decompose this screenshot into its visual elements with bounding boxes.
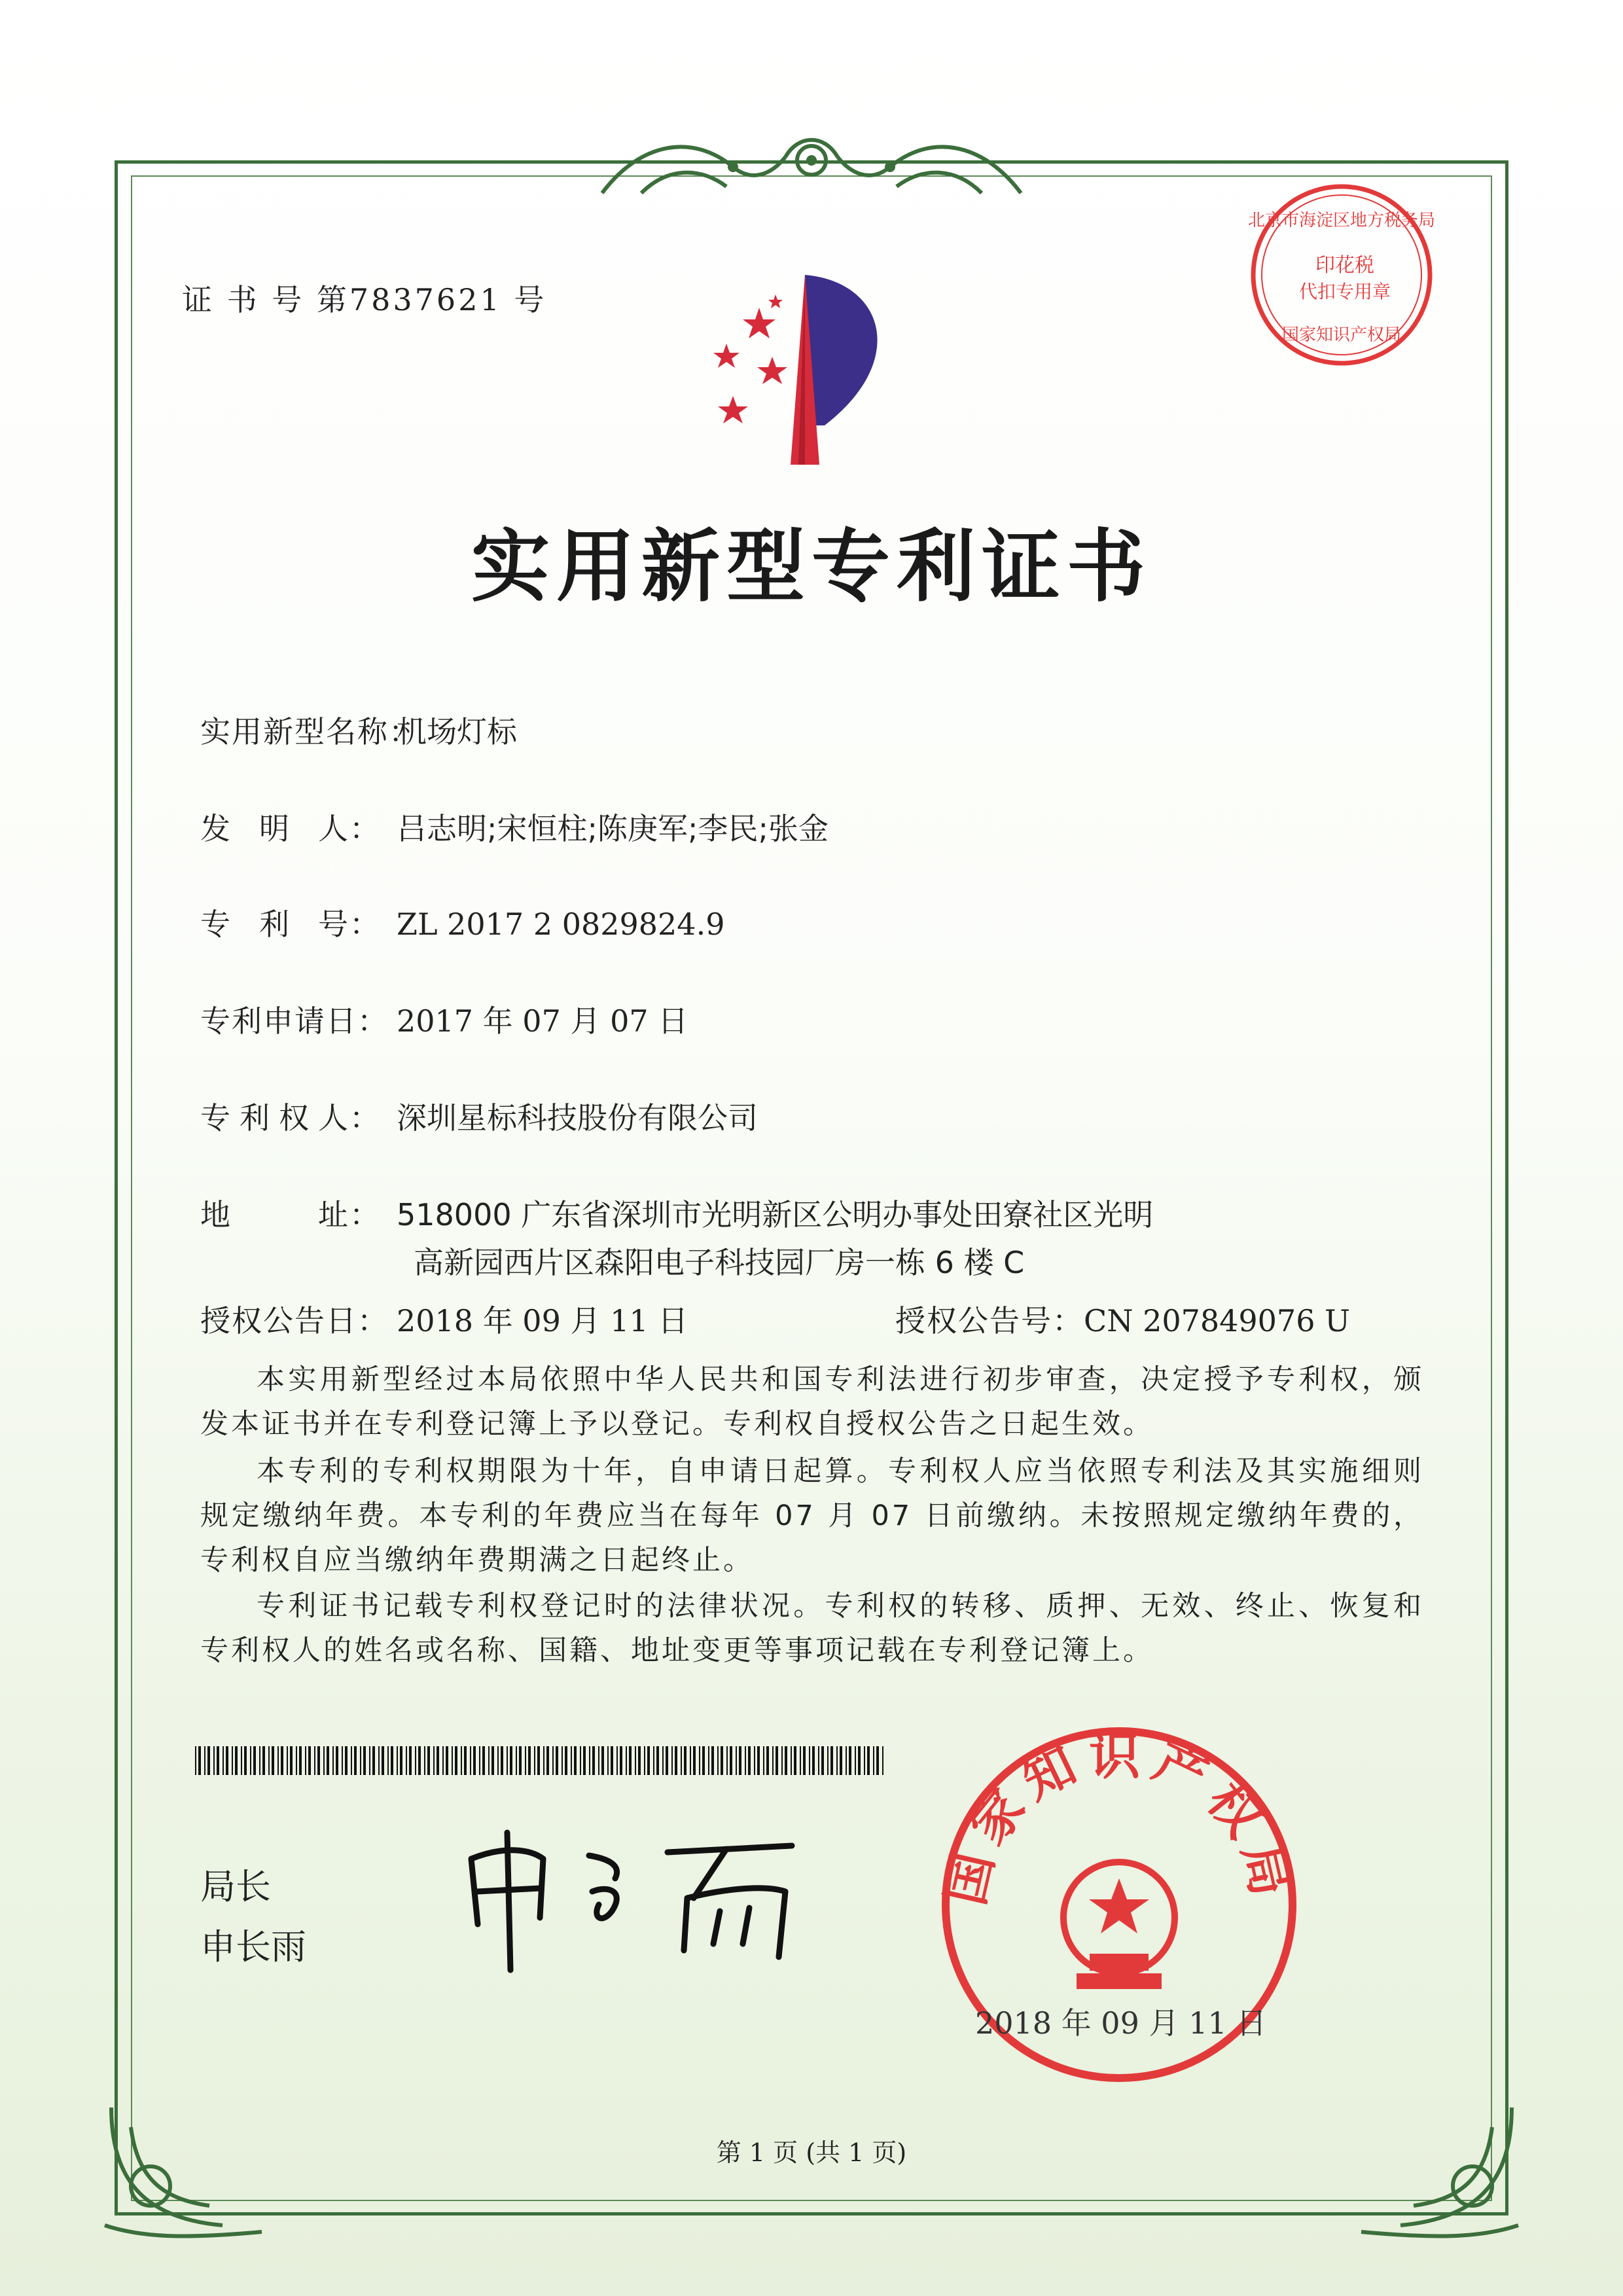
certificate-number: 证 书 号 第7837621 号 [182,282,547,317]
patentee-label: 专 利 权 人： [200,1100,381,1136]
filing-date-label: 专利申请日： [200,1003,389,1039]
paragraph-3: 专利证书记载专利权登记时的法律状况。专利权的转移、质押、无效、终止、恢复和专利权人的姓名或名称、国籍、地址变更等事项记载在专利登记簿上。 [200,1590,1424,1667]
patent-number-label: 专 利 号： [200,906,381,942]
bottom-right-corner-ornament [1348,2088,1531,2251]
filing-date [200,997,688,1041]
patentee-value: 深圳星标科技股份有限公司 [397,1100,758,1136]
grant-publication-number [895,1297,1350,1340]
address-label: 地 址： [200,1197,381,1232]
name-label: 实用新型名称： [200,714,420,749]
name-value: 机场灯标 [397,714,517,749]
grant-date-value: 2018 年 09 月 11 日 [397,1303,688,1338]
address-line-1: 518000 广东省深圳市光明新区公明办事处田寮社区光明 [397,1197,1154,1232]
barcode [195,1746,889,1775]
svg-text:国家知识产权局: 国家知识产权局 [1281,325,1402,345]
bottom-left-corner-ornament [92,2088,275,2251]
svg-text:代扣专用章: 代扣专用章 [1298,281,1391,302]
issue-date: 2018 年 09 月 11 日 [975,2005,1267,2041]
inventors-label: 发 明 人： [200,811,381,846]
paragraph-2: 本专利的专利权期限为十年，自申请日起算。专利权人应当依照专利法及其实施细则规定缴纳年费。本专利的年费应当在每年 07 月 07 日前缴纳。未按照规定缴纳年费的，专利权自应当缴纳年费期满之日起终止。 [200,1455,1424,1577]
grant-publication-date [200,1297,688,1340]
filing-date-value: 2017 年 07 月 07 日 [397,1003,688,1039]
director-title: 局长 [200,1866,271,1907]
utility-model-name [200,708,517,751]
address-line-2: 高新园西片区森阳电子科技园厂房一栋 6 楼 C [414,1245,1025,1280]
grant-number-value: CN 207849076 U [1084,1303,1350,1338]
grant-number-label: 授权公告号： [895,1303,1084,1338]
patent-number-value: ZL 2017 2 0829824.9 [397,906,725,942]
top-ornament [589,121,1034,213]
svg-text:印花税: 印花税 [1315,254,1374,277]
inventors-value: 吕志明;宋恒柱;陈庚军;李民;张金 [397,811,829,846]
certificate-title: 实用新型专利证书 [471,522,1152,613]
address [200,1191,1153,1234]
patentee [200,1094,758,1138]
svg-text:国家知识产权局: 国家知识产权局 [936,1727,1302,1910]
page-footer: 第 1 页 (共 1 页) [716,2138,907,2167]
director-name: 申长雨 [200,1926,306,1967]
paragraph-1: 本实用新型经过本局依照中华人民共和国专利法进行初步审查，决定授予专利权，颁发本证书并在专利登记簿上予以登记。专利权自授权公告之日起生效。 [200,1363,1424,1441]
grant-date-label: 授权公告日： [200,1303,389,1338]
stamp-duty-seal [1247,180,1436,370]
patent-number [200,901,724,944]
patent-office-emblem [674,268,936,465]
inventors [200,805,829,848]
svg-text:北京市海淀区地方税务局: 北京市海淀区地方税务局 [1247,211,1436,230]
director-signature [452,1820,818,1977]
